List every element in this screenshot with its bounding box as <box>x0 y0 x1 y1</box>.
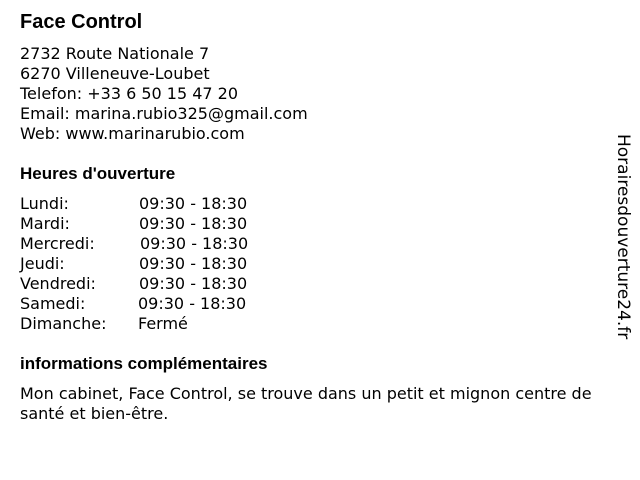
day-label: Vendredi: <box>20 274 96 293</box>
phone-line: Telefon: +33 6 50 15 47 20 <box>20 84 239 103</box>
hours-row-samedi <box>20 294 248 314</box>
day-label: Mercredi: <box>20 234 95 253</box>
additional-info-title: informations complémentaires <box>20 354 268 373</box>
day-hours: Fermé <box>138 314 188 333</box>
day-label: Mardi: <box>20 214 70 233</box>
day-hours: 09:30 - 18:30 <box>139 214 248 233</box>
day-label: Samedi: <box>20 294 86 313</box>
email-line: Email: marina.rubio325@gmail.com <box>20 104 308 123</box>
day-hours: 09:30 - 18:30 <box>140 234 249 253</box>
day-hours: 09:30 - 18:30 <box>139 194 248 213</box>
day-hours: 09:30 - 18:30 <box>138 294 247 313</box>
hours-row-dimanche <box>20 314 248 334</box>
day-label: Lundi: <box>20 194 69 213</box>
additional-info-text: Mon cabinet, Face Control, se trouve dans un petit et mignon centre de santé et bien-être. <box>20 384 592 423</box>
web-line: Web: www.marinarubio.com <box>20 124 245 143</box>
day-hours: 09:30 - 18:30 <box>139 254 248 273</box>
contact-block <box>20 44 308 144</box>
opening-hours-table <box>20 194 248 334</box>
address-city: 6270 Villeneuve-Loubet <box>20 64 210 83</box>
opening-hours-title: Heures d'ouverture <box>20 164 176 183</box>
hours-row-mercredi <box>20 234 248 254</box>
watermark-text: Horairesdouverture24.fr <box>613 134 633 340</box>
watermark <box>612 134 634 346</box>
day-hours: 09:30 - 18:30 <box>139 274 248 293</box>
hours-row-lundi <box>20 194 248 214</box>
address-street: 2732 Route Nationale 7 <box>20 44 210 63</box>
business-name: Face Control <box>20 11 143 33</box>
hours-row-vendredi <box>20 274 248 294</box>
day-label: Dimanche: <box>20 314 107 333</box>
hours-row-jeudi <box>20 254 248 274</box>
day-label: Jeudi: <box>20 254 65 273</box>
hours-row-mardi <box>20 214 248 234</box>
